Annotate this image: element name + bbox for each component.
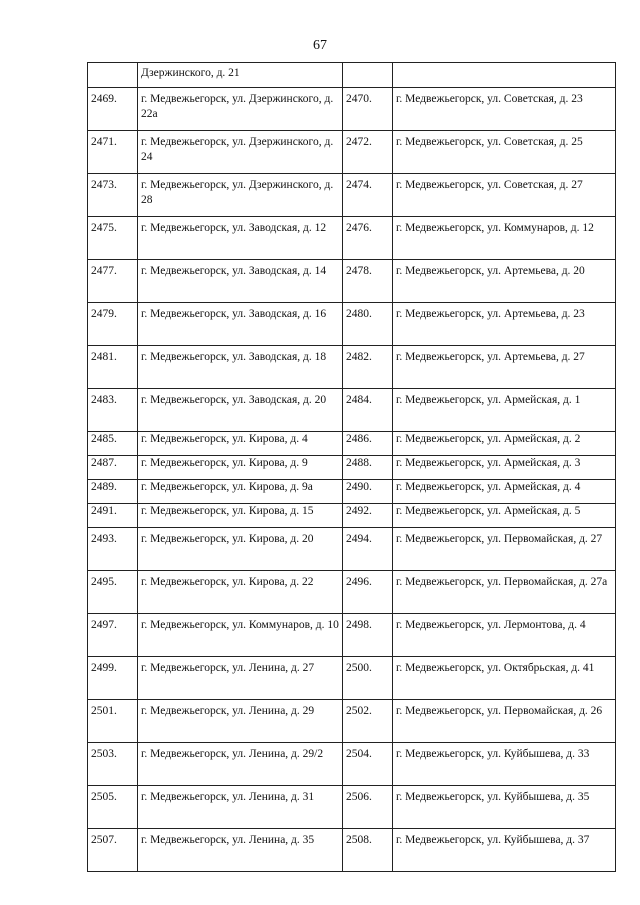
address-cell: г. Медвежьегорск, ул. Ленина, д. 29	[138, 700, 343, 743]
entry-number-cell: 2501.	[88, 700, 138, 743]
entry-number-cell: 2490.	[343, 480, 393, 504]
entry-number-cell	[343, 63, 393, 88]
entry-number-cell: 2483.	[88, 389, 138, 432]
address-cell: г. Медвежьегорск, ул. Кирова, д. 15	[138, 504, 343, 528]
entry-number-cell: 2487.	[88, 456, 138, 480]
entry-number-cell: 2496.	[343, 571, 393, 614]
address-cell: г. Медвежьегорск, ул. Куйбышева, д. 35	[393, 786, 616, 829]
entry-number-cell: 2475.	[88, 217, 138, 260]
table-row	[88, 657, 616, 700]
address-cell: г. Медвежьегорск, ул. Ленина, д. 31	[138, 786, 343, 829]
address-cell: г. Медвежьегорск, ул. Куйбышева, д. 33	[393, 743, 616, 786]
address-cell: г. Медвежьегорск, ул. Ленина, д. 27	[138, 657, 343, 700]
address-cell: г. Медвежьегорск, ул. Кирова, д. 4	[138, 432, 343, 456]
entry-number-cell: 2495.	[88, 571, 138, 614]
table-row	[88, 63, 616, 88]
address-cell: г. Медвежьегорск, ул. Первомайская, д. 26	[393, 700, 616, 743]
entry-number-cell: 2493.	[88, 528, 138, 571]
address-cell: г. Медвежьегорск, ул. Советская, д. 23	[393, 88, 616, 131]
entry-number-cell: 2476.	[343, 217, 393, 260]
address-cell: г. Медвежьегорск, ул. Кирова, д. 9а	[138, 480, 343, 504]
entry-number-cell: 2492.	[343, 504, 393, 528]
entry-number-cell: 2488.	[343, 456, 393, 480]
address-cell: г. Медвежьегорск, ул. Заводская, д. 14	[138, 260, 343, 303]
address-cell: г. Медвежьегорск, ул. Первомайская, д. 27а	[393, 571, 616, 614]
address-cell: г. Медвежьегорск, ул. Артемьева, д. 27	[393, 346, 616, 389]
table-row	[88, 614, 616, 657]
address-cell: г. Медвежьегорск, ул. Советская, д. 27	[393, 174, 616, 217]
entry-number-cell: 2484.	[343, 389, 393, 432]
table-row	[88, 571, 616, 614]
address-cell: г. Медвежьегорск, ул. Октябрьская, д. 41	[393, 657, 616, 700]
table-row	[88, 389, 616, 432]
entry-number-cell: 2500.	[343, 657, 393, 700]
entry-number-cell: 2477.	[88, 260, 138, 303]
address-cell: г. Медвежьегорск, ул. Первомайская, д. 27	[393, 528, 616, 571]
entry-number-cell: 2502.	[343, 700, 393, 743]
address-cell: г. Медвежьегорск, ул. Армейская, д. 3	[393, 456, 616, 480]
address-cell: г. Медвежьегорск, ул. Кирова, д. 22	[138, 571, 343, 614]
entry-number-cell: 2479.	[88, 303, 138, 346]
address-cell: г. Медвежьегорск, ул. Кирова, д. 9	[138, 456, 343, 480]
address-cell: г. Медвежьегорск, ул. Коммунаров, д. 12	[393, 217, 616, 260]
entry-number-cell: 2494.	[343, 528, 393, 571]
address-cell: г. Медвежьегорск, ул. Ленина, д. 29/2	[138, 743, 343, 786]
entry-number-cell: 2469.	[88, 88, 138, 131]
table-row	[88, 217, 616, 260]
address-cell: г. Медвежьегорск, ул. Заводская, д. 18	[138, 346, 343, 389]
address-cell: г. Медвежьегорск, ул. Армейская, д. 4	[393, 480, 616, 504]
table-row	[88, 504, 616, 528]
table-row	[88, 303, 616, 346]
address-cell: г. Медвежьегорск, ул. Дзержинского, д. 28	[138, 174, 343, 217]
entry-number-cell: 2506.	[343, 786, 393, 829]
address-table-body	[88, 63, 616, 872]
address-table	[87, 62, 616, 872]
address-cell: г. Медвежьегорск, ул. Армейская, д. 2	[393, 432, 616, 456]
entry-number-cell: 2491.	[88, 504, 138, 528]
entry-number-cell: 2481.	[88, 346, 138, 389]
entry-number-cell: 2489.	[88, 480, 138, 504]
table-row	[88, 131, 616, 174]
address-cell: г. Медвежьегорск, ул. Заводская, д. 16	[138, 303, 343, 346]
entry-number-cell: 2472.	[343, 131, 393, 174]
entry-number-cell	[88, 63, 138, 88]
table-row	[88, 260, 616, 303]
address-cell: г. Медвежьегорск, ул. Кирова, д. 20	[138, 528, 343, 571]
table-row	[88, 346, 616, 389]
table-row	[88, 743, 616, 786]
entry-number-cell: 2480.	[343, 303, 393, 346]
address-cell: г. Медвежьегорск, ул. Заводская, д. 12	[138, 217, 343, 260]
entry-number-cell: 2504.	[343, 743, 393, 786]
address-cell: г. Медвежьегорск, ул. Артемьева, д. 20	[393, 260, 616, 303]
page-number: 67	[313, 38, 327, 53]
address-cell: г. Медвежьегорск, ул. Армейская, д. 1	[393, 389, 616, 432]
entry-number-cell: 2508.	[343, 829, 393, 872]
address-cell: Дзержинского, д. 21	[138, 63, 343, 88]
table-row	[88, 456, 616, 480]
address-cell: г. Медвежьегорск, ул. Дзержинского, д. 24	[138, 131, 343, 174]
table-row	[88, 700, 616, 743]
entry-number-cell: 2478.	[343, 260, 393, 303]
address-cell: г. Медвежьегорск, ул. Армейская, д. 5	[393, 504, 616, 528]
address-cell: г. Медвежьегорск, ул. Дзержинского, д. 22а	[138, 88, 343, 131]
table-row	[88, 528, 616, 571]
table-row	[88, 174, 616, 217]
entry-number-cell: 2474.	[343, 174, 393, 217]
table-row	[88, 88, 616, 131]
entry-number-cell: 2505.	[88, 786, 138, 829]
address-cell: г. Медвежьегорск, ул. Коммунаров, д. 10	[138, 614, 343, 657]
entry-number-cell: 2503.	[88, 743, 138, 786]
address-cell: г. Медвежьегорск, ул. Лермонтова, д. 4	[393, 614, 616, 657]
entry-number-cell: 2499.	[88, 657, 138, 700]
table-row	[88, 829, 616, 872]
entry-number-cell: 2473.	[88, 174, 138, 217]
entry-number-cell: 2470.	[343, 88, 393, 131]
entry-number-cell: 2498.	[343, 614, 393, 657]
entry-number-cell: 2482.	[343, 346, 393, 389]
address-cell: г. Медвежьегорск, ул. Куйбышева, д. 37	[393, 829, 616, 872]
address-cell: г. Медвежьегорск, ул. Ленина, д. 35	[138, 829, 343, 872]
table-row	[88, 432, 616, 456]
entry-number-cell: 2497.	[88, 614, 138, 657]
address-cell: г. Медвежьегорск, ул. Артемьева, д. 23	[393, 303, 616, 346]
entry-number-cell: 2485.	[88, 432, 138, 456]
table-row	[88, 786, 616, 829]
address-cell	[393, 63, 616, 88]
entry-number-cell: 2471.	[88, 131, 138, 174]
table-row	[88, 480, 616, 504]
entry-number-cell: 2507.	[88, 829, 138, 872]
entry-number-cell: 2486.	[343, 432, 393, 456]
address-cell: г. Медвежьегорск, ул. Заводская, д. 20	[138, 389, 343, 432]
address-cell: г. Медвежьегорск, ул. Советская, д. 25	[393, 131, 616, 174]
